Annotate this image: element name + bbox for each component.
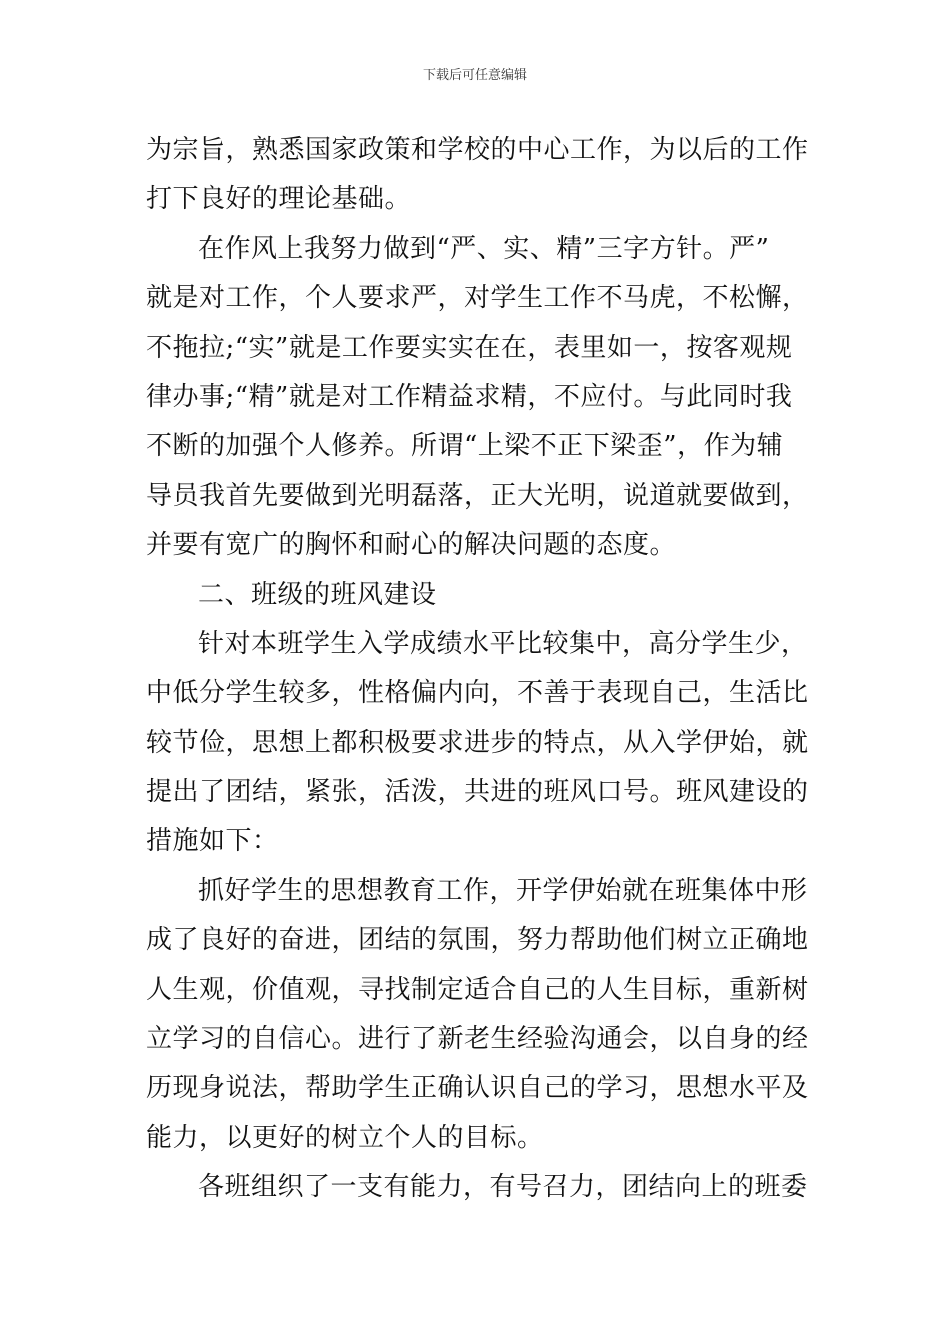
document-body bbox=[146, 126, 808, 1213]
text-line: 不拖拉;“实”就是工作要实实在在，表里如一，按客观规 bbox=[146, 332, 793, 363]
text-line: 打下良好的理论基础。 bbox=[146, 184, 412, 215]
text-line: 历现身说法，帮助学生正确认识自己的学习，思想水平及 bbox=[146, 1073, 809, 1104]
text-line: 导员我首先要做到光明磊落，正大光明，说道就要做到， bbox=[146, 480, 809, 511]
text-line: 二、班级的班风建设 bbox=[198, 579, 437, 610]
text-line: 在作风上我努力做到“严、实、精”三字方针。严” bbox=[198, 233, 770, 264]
text-line: 成了良好的奋进，团结的氛围，努力帮助他们树立正确地 bbox=[146, 925, 809, 956]
text-line: 提出了团结，紧张，活泼，共进的班风口号。班风建设的 bbox=[146, 777, 809, 808]
text-line: 抓好学生的思想教育工作，开学伊始就在班集体中形 bbox=[198, 875, 808, 906]
text-line: 并要有宽广的胸怀和耐心的解决问题的态度。 bbox=[146, 530, 677, 561]
page-header: 下载后可任意编辑 bbox=[422, 68, 527, 83]
text-line: 立学习的自信心。进行了新老生经验沟通会，以自身的经 bbox=[146, 1024, 809, 1055]
text-line: 律办事;“精”就是对工作精益求精，不应付。与此同时我 bbox=[146, 381, 793, 412]
text-line: 中低分学生较多，性格偏内向，不善于表现自己，生活比 bbox=[146, 678, 809, 709]
text-line: 就是对工作，个人要求严，对学生工作不马虎，不松懈， bbox=[146, 283, 809, 314]
text-line: 能力，以更好的树立个人的目标。 bbox=[146, 1122, 544, 1153]
text-line: 针对本班学生入学成绩水平比较集中，高分学生少， bbox=[198, 628, 808, 659]
text-line: 措施如下： bbox=[146, 826, 279, 857]
text-line: 人生观，价值观，寻找制定适合自己的人生目标，重新树 bbox=[146, 974, 809, 1005]
text-line: 各班组织了一支有能力，有号召力，团结向上的班委 bbox=[198, 1172, 808, 1203]
text-line: 为宗旨，熟悉国家政策和学校的中心工作，为以后的工作 bbox=[146, 135, 809, 165]
text-line: 较节俭，思想上都积极要求进步的特点，从入学伊始，就 bbox=[146, 727, 809, 758]
text-line: 不断的加强个人修养。所谓“上梁不正下梁歪”，作为辅 bbox=[146, 431, 784, 462]
